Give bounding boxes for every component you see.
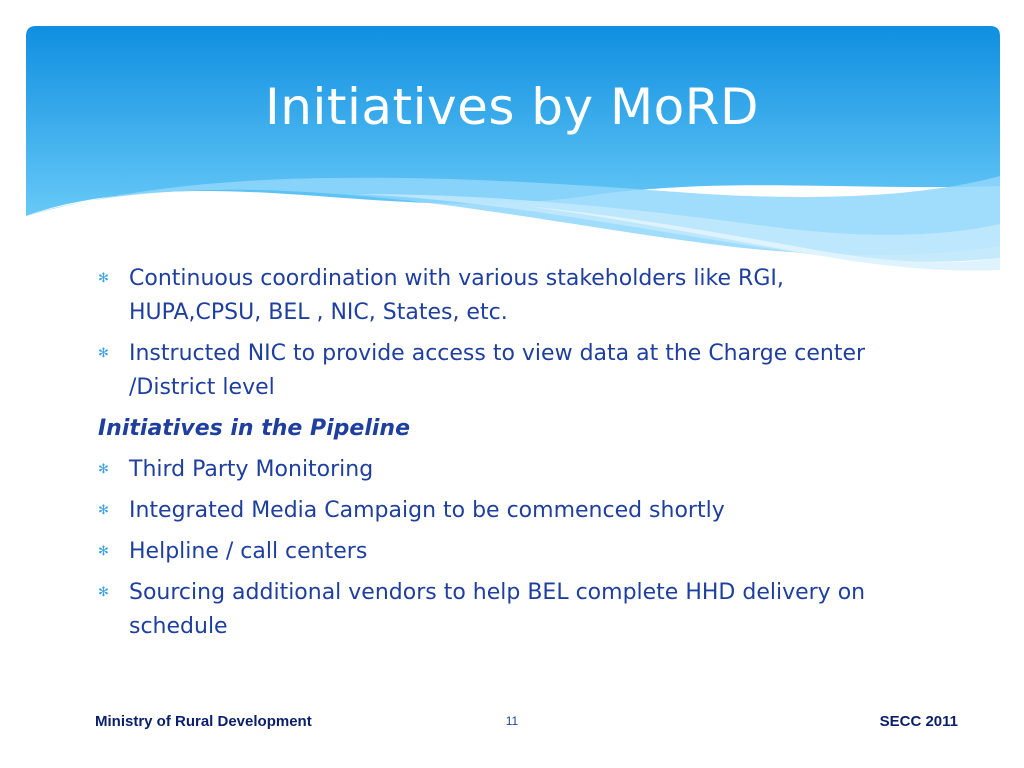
bullet-text: Sourcing additional vendors to help BEL complete HHD delivery on schedule [129, 580, 866, 639]
asterisk-bullet-icon: ✻ [98, 271, 109, 286]
bullet-text: Helpline / call centers [129, 539, 368, 564]
bullet-text: Instructed NIC to provide access to view data at the Charge center /District level [129, 341, 866, 400]
asterisk-bullet-icon: ✻ [98, 462, 109, 477]
asterisk-bullet-icon: ✻ [98, 346, 109, 361]
page-number: 11 [505, 714, 519, 728]
asterisk-bullet-icon: ✻ [98, 585, 109, 600]
bullet-item [98, 535, 908, 569]
slide-title: Initiatives by MoRD [265, 78, 759, 136]
bullet-item [98, 494, 908, 528]
bullet-item [98, 576, 908, 644]
slide-body [98, 262, 908, 651]
bullet-text: Continuous coordination with various stakeholders like RGI, HUPA,CPSU, BEL , NIC, States, etc. [129, 266, 784, 325]
footer-project: SECC 2011 [879, 713, 958, 730]
bullet-item [98, 262, 908, 330]
asterisk-bullet-icon: ✻ [98, 544, 109, 559]
bullet-item [98, 337, 908, 405]
pipeline-subheading: Initiatives in the Pipeline [98, 416, 410, 441]
bullet-item [98, 453, 908, 487]
title-banner [26, 26, 1000, 286]
bullet-text: Integrated Media Campaign to be commenced shortly [129, 498, 725, 523]
footer-organization: Ministry of Rural Development [95, 713, 312, 730]
wave-background [26, 26, 1000, 286]
bullet-text: Third Party Monitoring [129, 457, 374, 482]
asterisk-bullet-icon: ✻ [98, 503, 109, 518]
